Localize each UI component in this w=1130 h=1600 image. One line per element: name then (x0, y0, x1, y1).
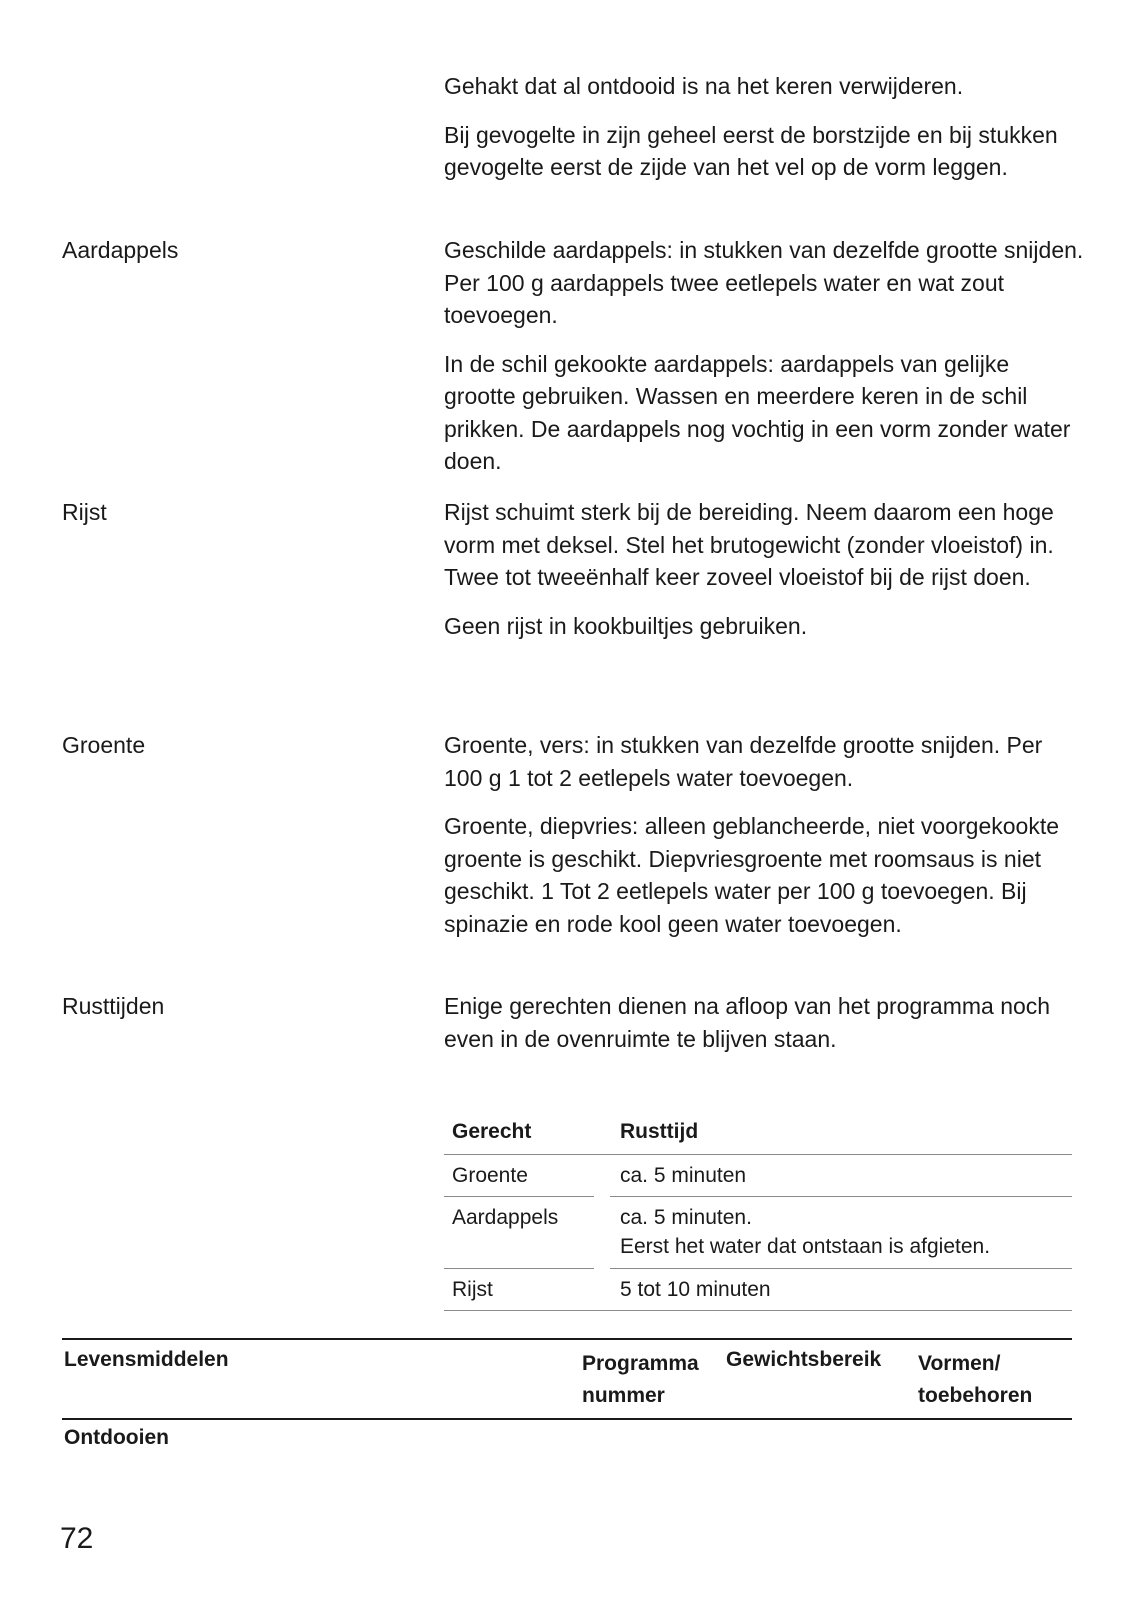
table-row-dish: Rijst (452, 1278, 493, 1301)
rijst-paragraph-2: Twee tot tweeënhalf keer zoveel vloeistof bij de rijst doen. (444, 564, 1031, 590)
row-divider-time (610, 1268, 1072, 1269)
groente-paragraph-2: Groente, diepvries: alleen geblancheerde, niet voorgekookte groente is geschikt. Diepvriesgroente met roomsaus is niet geschikt. 1 Tot 2 eetlepels water per 100 g toevoegen. Bij spinazie en rode kool geen water toevoegen. (444, 813, 1060, 937)
intro-paragraph-2: Bij gevogelte in zijn geheel eerst de borstzijde en bij stukken gevogelte eerst de zijde van het vel op de vorm leggen. (444, 121, 1058, 180)
col-header-forms (918, 1348, 1032, 1412)
groente-paragraph-1: Groente, vers: in stukken van dezelfde grootte snijden. Per 100 g 1 tot 2 eetlepels water toevoegen. (444, 732, 1043, 791)
rest-table-header-rule (444, 1154, 1072, 1155)
intro-paragraph-1: Gehakt dat al ontdooid is na het keren verwijderen. (444, 73, 964, 99)
row-divider-dish (444, 1268, 594, 1269)
row-divider-dish (444, 1196, 594, 1197)
rest-table-bottom-rule (444, 1310, 1072, 1311)
food-table-header (62, 1338, 1072, 1448)
row-divider-time (610, 1196, 1072, 1197)
rest-table-header-dish: Gerecht (452, 1120, 532, 1143)
col-header-food: Levensmiddelen (64, 1348, 229, 1371)
aardappels-paragraph-2: In de schil gekookte aardappels: aardappels van gelijke grootte gebruiken. Wassen en meerdere keren in de schil prikken. De aardappels nog vochtig in een vorm zonder water doen. (444, 350, 1071, 474)
section-text-rusttijden (444, 990, 1084, 1055)
table-row-note: Eerst het water dat ontstaan is afgieten. (620, 1235, 991, 1258)
section-label-rusttijden: Rusttijden (62, 993, 165, 1019)
section-label-rijst: Rijst (62, 499, 107, 525)
rijst-paragraph-1: Rijst schuimt sterk bij de bereiding. Neem daarom een hoge vorm met deksel. Stel het brutogewicht (zonder vloeistof) in. (444, 499, 1054, 558)
col-header-program (582, 1348, 699, 1412)
col-header-program-line1: Programma (582, 1352, 699, 1375)
food-table-row-defrost: Ontdooien (64, 1426, 169, 1449)
table-row-time: ca. 5 minuten. (620, 1206, 752, 1229)
rusttijden-paragraph-1: Enige gerechten dienen na afloop van het programma noch even in de ovenruimte te blijven staan. (444, 993, 1051, 1052)
rest-table-header-time: Rusttijd (620, 1120, 699, 1143)
section-label-aardappels: Aardappels (62, 237, 179, 263)
table-row-dish: Aardappels (452, 1206, 559, 1229)
col-header-program-line2: nummer (582, 1384, 665, 1407)
table-row-time: 5 tot 10 minuten (620, 1278, 771, 1301)
food-table-header-rule (62, 1418, 1072, 1420)
section-text-groente (444, 729, 1084, 940)
section-text-aardappels (444, 234, 1084, 478)
food-table-top-rule (62, 1338, 1072, 1340)
aardappels-paragraph-1: Geschilde aardappels: in stukken van dezelfde grootte snijden. Per 100 g aardappels twee eetlepels water en wat zout toevoegen. (444, 237, 1084, 328)
section-text-rijst (444, 496, 1084, 642)
table-row-time: ca. 5 minuten (620, 1164, 747, 1187)
col-header-forms-line1: Vormen/ (918, 1352, 1001, 1375)
section-label-groente: Groente (62, 732, 146, 758)
col-header-forms-line2: toebehoren (918, 1384, 1033, 1407)
col-header-weight: Gewichtsbereik (726, 1348, 882, 1371)
rijst-paragraph-3: Geen rijst in kookbuiltjes gebruiken. (444, 612, 808, 639)
page-number: 72 (60, 1522, 94, 1555)
table-row-dish: Groente (452, 1164, 528, 1187)
intro-text (444, 70, 1084, 184)
